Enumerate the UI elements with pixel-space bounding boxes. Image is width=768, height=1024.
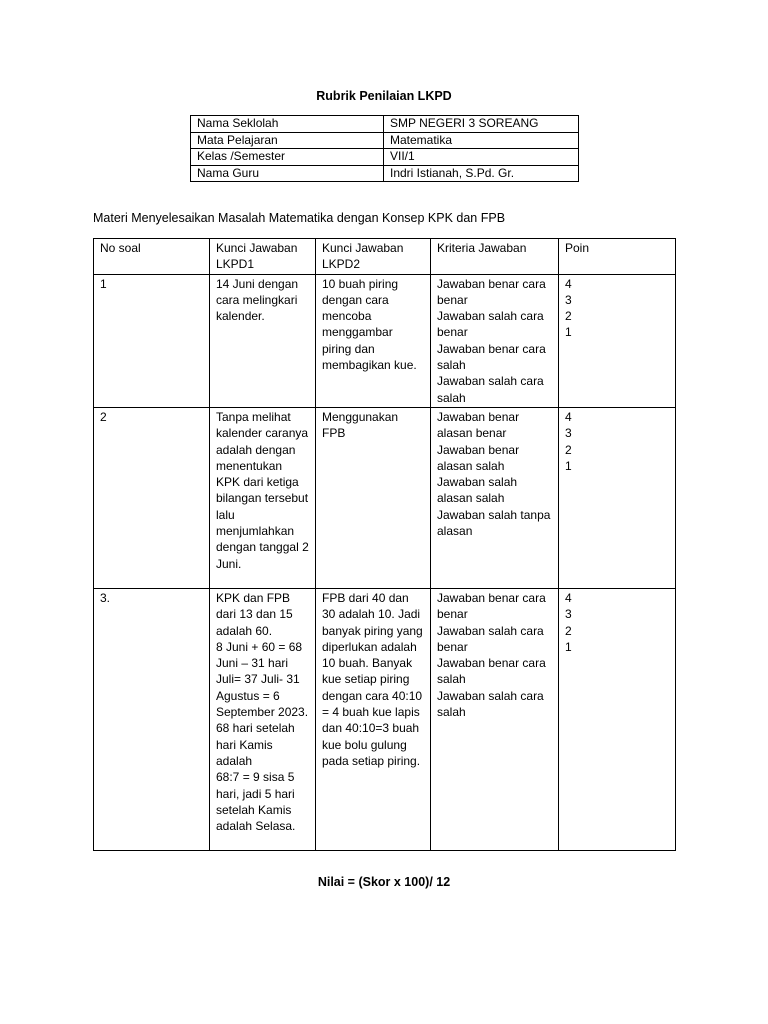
- cell-poin: 4 3 2 1: [559, 588, 676, 850]
- cell-kunci-lkpd1: Tanpa melihat kalender caranya adalah dengan menentukan KPK dari ketiga bilangan tersebut lalu menjumlahkan dengan tanggal 2 Juni.: [210, 407, 316, 588]
- table-row: [94, 588, 676, 850]
- table-row: [94, 407, 676, 588]
- materi-heading: Materi Menyelesaikan Masalah Matematika dengan Konsep KPK dan FPB: [93, 211, 506, 225]
- table-row: [94, 274, 676, 407]
- rubric-header-row: [94, 239, 676, 275]
- cell-poin: 4 3 2 1: [559, 274, 676, 407]
- header-kriteria: Kriteria Jawaban: [431, 239, 559, 275]
- info-row-school: [191, 116, 579, 133]
- cell-kriteria: Jawaban benar cara benar Jawaban salah cara benar Jawaban benar cara salah Jawaban salah cara salah: [431, 588, 559, 850]
- info-row-class: [191, 149, 579, 166]
- school-info-table: [190, 115, 579, 182]
- cell-kriteria: Jawaban benar cara benar Jawaban salah cara benar Jawaban benar cara salah Jawaban salah cara salah: [431, 274, 559, 407]
- cell-kunci-lkpd2: Menggunakan FPB: [316, 407, 431, 588]
- info-label: Nama Seklolah: [191, 116, 384, 133]
- cell-kunci-lkpd2: FPB dari 40 dan 30 adalah 10. Jadi banyak piring yang diperlukan adalah 10 buah. Banyak kue setiap piring dengan cara 40:10 = 4 buah kue lapis dan 40:10=3 buah kue bolu gulung pada setiap piring.: [316, 588, 431, 850]
- info-value: Matematika: [384, 132, 579, 149]
- cell-kriteria: Jawaban benar alasan benar Jawaban benar alasan salah Jawaban salah alasan salah Jawaban salah tanpa alasan: [431, 407, 559, 588]
- rubric-table: [93, 238, 676, 851]
- info-label: Nama Guru: [191, 165, 384, 182]
- header-poin: Poin: [559, 239, 676, 275]
- cell-poin: 4 3 2 1: [559, 407, 676, 588]
- cell-no-soal: 1: [94, 274, 210, 407]
- cell-kunci-lkpd1: KPK dan FPB dari 13 dan 15 adalah 60. 8 Juni + 60 = 68 Juni – 31 hari Juli= 37 Juli- 31 Agustus = 6 September 2023. 68 hari setelah hari Kamis adalah 68:7 = 9 sisa 5 hari, jadi 5 hari setelah Kamis adalah Selasa.: [210, 588, 316, 850]
- cell-no-soal: 2: [94, 407, 210, 588]
- document-title: Rubrik Penilaian LKPD: [316, 89, 452, 103]
- header-no-soal: No soal: [94, 239, 210, 275]
- header-kunci-lkpd1: Kunci Jawaban LKPD1: [210, 239, 316, 275]
- info-row-teacher: [191, 165, 579, 182]
- info-row-subject: [191, 132, 579, 149]
- info-value: VII/1: [384, 149, 579, 166]
- info-value: SMP NEGERI 3 SOREANG: [384, 116, 579, 133]
- info-value: Indri Istianah, S.Pd. Gr.: [384, 165, 579, 182]
- header-kunci-lkpd2: Kunci Jawaban LKPD2: [316, 239, 431, 275]
- info-label: Kelas /Semester: [191, 149, 384, 166]
- score-formula: Nilai = (Skor x 100)/ 12: [317, 875, 451, 889]
- cell-no-soal: 3.: [94, 588, 210, 850]
- info-label: Mata Pelajaran: [191, 132, 384, 149]
- cell-kunci-lkpd2: 10 buah piring dengan cara mencoba menggambar piring dan membagikan kue.: [316, 274, 431, 407]
- cell-kunci-lkpd1: 14 Juni dengan cara melingkari kalender.: [210, 274, 316, 407]
